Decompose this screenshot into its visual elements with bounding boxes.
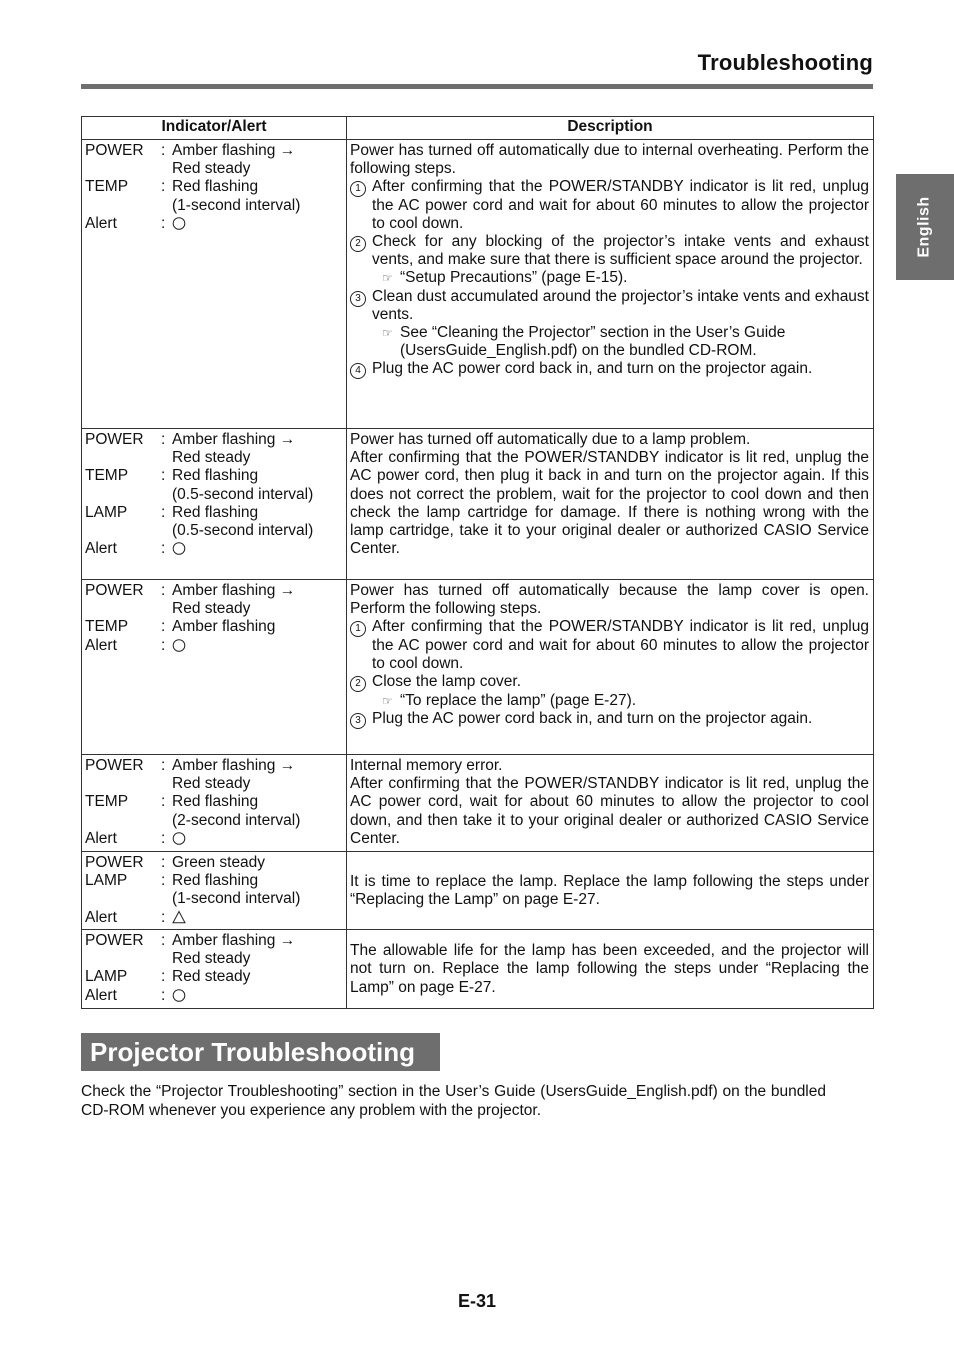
indicator-colon: :	[161, 854, 166, 871]
description-intro: Power has turned off automatically because the lamp cover is open. Perform the following steps.	[350, 582, 869, 618]
indicator-value: Amber flashing →	[172, 431, 296, 448]
indicator-colon: :	[161, 540, 166, 558]
step-number: 1	[350, 621, 366, 637]
description-step	[350, 233, 869, 269]
indicator-colon: :	[161, 908, 166, 926]
indicator-line	[85, 486, 342, 504]
description-intro: Power has turned off automatically due to internal overheating. Perform the following steps.	[350, 142, 869, 178]
indicator-value: Red steady	[172, 950, 251, 968]
alert-circle-icon	[172, 540, 342, 558]
indicator-label: Alert	[85, 829, 117, 847]
indicator-label: POWER	[85, 757, 144, 774]
step-number-icon	[350, 233, 372, 269]
indicator-value: Amber flashing →	[172, 582, 296, 599]
description-paragraph: The allowable life for the lamp has been exceeded, and the projector will not turn on. Replace the lamp following the steps under “Replacing the Lamp” on page E-27.	[350, 942, 869, 996]
indicator-value: (2-second interval)	[172, 811, 301, 829]
description-step	[350, 360, 869, 379]
indicator-line	[85, 987, 342, 1005]
indicator-line	[85, 637, 342, 655]
indicator-colon: :	[161, 793, 166, 811]
indicator-label: TEMP	[85, 618, 129, 636]
indicator-value: Amber flashing →	[172, 142, 296, 159]
page-header-title: Troubleshooting	[697, 50, 873, 75]
language-tab	[896, 174, 954, 280]
indicator-value: Amber flashing	[172, 618, 276, 636]
indicator-line	[85, 600, 342, 618]
indicator-cell	[82, 930, 347, 1009]
troubleshooting-table	[81, 116, 874, 1009]
indicator-colon: :	[161, 142, 166, 159]
step-reference	[350, 692, 869, 710]
indicator-label: POWER	[85, 431, 144, 448]
step-text: After confirming that the POWER/STANDBY indicator is lit red, unplug the AC power cord and wait for about 60 minutes to allow the projector to cool down.	[372, 618, 869, 672]
alert-circle-icon	[172, 637, 342, 655]
indicator-value: (1-second interval)	[172, 890, 301, 908]
indicator-line	[85, 178, 342, 196]
step-number: 3	[350, 291, 366, 307]
indicator-line	[85, 793, 342, 811]
alert-circle-icon	[172, 987, 342, 1005]
table-row	[82, 429, 874, 580]
indicator-line	[85, 431, 342, 449]
indicator-value: (0.5-second interval)	[172, 485, 314, 503]
step-number-icon	[350, 710, 372, 729]
indicator-line	[85, 890, 342, 908]
description-cell	[347, 852, 874, 930]
indicator-line	[85, 160, 342, 178]
table-row	[82, 930, 874, 1009]
indicator-line	[85, 449, 342, 467]
step-text: Close the lamp cover.	[372, 673, 522, 691]
description-step	[350, 178, 869, 233]
indicator-line	[85, 830, 342, 848]
indicator-line	[85, 215, 342, 233]
column-header-description: Description	[347, 117, 874, 140]
indicator-label: Alert	[85, 636, 117, 654]
indicator-label: TEMP	[85, 467, 129, 485]
step-number: 1	[350, 181, 366, 197]
step-number: 2	[350, 236, 366, 252]
step-text: Plug the AC power cord back in, and turn on the projector again.	[372, 710, 813, 728]
step-text: After confirming that the POWER/STANDBY indicator is lit red, unplug the AC power cord and wait for about 60 minutes to allow the projector to cool down.	[372, 178, 869, 232]
header-rule	[81, 84, 873, 89]
description-paragraph: After confirming that the POWER/STANDBY indicator is lit red, unplug the AC power cord, wait for about 60 minutes to allow the projector to cool down, and then take it to your original dealer or authorized CASIO Service Center.	[350, 775, 869, 847]
table-row	[82, 852, 874, 930]
indicator-value: Amber flashing →	[172, 932, 296, 949]
indicator-label: LAMP	[85, 503, 128, 521]
indicator-colon: :	[161, 932, 166, 949]
indicator-label: LAMP	[85, 872, 128, 890]
indicator-cell	[82, 852, 347, 930]
indicator-colon: :	[161, 986, 166, 1004]
indicator-label: POWER	[85, 932, 144, 949]
indicator-colon: :	[161, 467, 166, 485]
indicator-line	[85, 950, 342, 968]
indicator-value: Red flashing	[172, 503, 259, 521]
indicator-value: Red flashing	[172, 178, 259, 196]
indicator-colon: :	[161, 872, 166, 890]
description-paragraph: It is time to replace the lamp. Replace the lamp following the steps under “Replacing the Lamp” on page E-27.	[350, 872, 869, 908]
description-cell	[347, 755, 874, 852]
description-step	[350, 618, 869, 673]
description-cell	[347, 930, 874, 1009]
indicator-label: Alert	[85, 214, 117, 232]
section-body-text: Check the “Projector Troubleshooting” section in the User’s Guide (UsersGuide_English.pdf) on the bundled CD-ROM whenever you experience any problem with the projector.	[81, 1083, 826, 1119]
step-number-icon	[350, 618, 372, 673]
step-number: 4	[350, 363, 366, 379]
indicator-line	[85, 968, 342, 986]
step-number-icon	[350, 288, 372, 324]
indicator-colon: :	[161, 636, 166, 654]
step-text: Check for any blocking of the projector’s intake vents and exhaust vents, and make sure that there is sufficient space around the projector.	[372, 233, 869, 269]
indicator-colon: :	[161, 214, 166, 232]
indicator-colon: :	[161, 829, 166, 847]
indicator-line	[85, 854, 342, 872]
description-paragraph: After confirming that the POWER/STANDBY indicator is lit red, unplug the AC power cord, then plug it back in and turn on the projector again. If this does not correct the problem, wait for the projector to cool down and then check the lamp cartridge for damage. If there is nothing wrong with the lamp cartridge, take it to your original dealer or authorized CASIO Service Center.	[350, 449, 869, 558]
description-step	[350, 710, 869, 729]
indicator-colon: :	[161, 431, 166, 448]
table-row	[82, 755, 874, 852]
indicator-value: Red steady	[172, 775, 251, 793]
indicator-value: Red steady	[172, 600, 251, 618]
indicator-colon: :	[161, 968, 166, 986]
indicator-value: Red steady	[172, 160, 251, 178]
indicator-line	[85, 909, 342, 927]
column-header-indicator: Indicator/Alert	[82, 117, 347, 140]
pointing-hand-icon: ☞	[382, 326, 393, 341]
indicator-label: Alert	[85, 540, 117, 558]
indicator-line	[85, 504, 342, 522]
step-reference	[350, 269, 869, 287]
step-number-icon	[350, 673, 372, 692]
pointing-hand-icon: ☞	[382, 694, 393, 709]
table-row	[82, 140, 874, 429]
description-paragraph: Internal memory error.	[350, 757, 503, 774]
description-cell	[347, 580, 874, 755]
indicator-value: Red steady	[172, 968, 251, 986]
alert-circle-icon	[172, 830, 342, 848]
description-cell	[347, 429, 874, 580]
indicator-cell	[82, 140, 347, 429]
indicator-line	[85, 522, 342, 540]
indicator-colon: :	[161, 582, 166, 599]
indicator-value: (1-second interval)	[172, 196, 301, 214]
step-text: Clean dust accumulated around the projector’s intake vents and exhaust vents.	[372, 287, 869, 323]
language-tab-label: English	[916, 196, 933, 258]
indicator-line	[85, 775, 342, 793]
alert-circle-icon	[172, 215, 342, 233]
alert-triangle-icon	[172, 909, 342, 927]
indicator-value: Red flashing	[172, 872, 259, 890]
indicator-label: Alert	[85, 986, 117, 1004]
indicator-line	[85, 467, 342, 485]
step-number-icon	[350, 360, 372, 379]
table-row	[82, 580, 874, 755]
indicator-value: Red flashing	[172, 793, 259, 811]
reference-text: See “Cleaning the Projector” section in the User’s Guide (UsersGuide_English.pdf) on the bundled CD-ROM.	[400, 324, 786, 360]
indicator-label: POWER	[85, 854, 144, 871]
pointing-hand-icon: ☞	[382, 271, 393, 286]
indicator-value: (0.5-second interval)	[172, 521, 314, 539]
indicator-colon: :	[161, 757, 166, 774]
indicator-line	[85, 582, 342, 600]
indicator-value: Red steady	[172, 449, 251, 467]
description-step	[350, 673, 869, 692]
step-reference	[350, 324, 869, 360]
indicator-line	[85, 540, 342, 558]
indicator-line	[85, 757, 342, 775]
indicator-line	[85, 197, 342, 215]
indicator-label: TEMP	[85, 793, 129, 811]
indicator-cell	[82, 755, 347, 852]
indicator-colon: :	[161, 618, 166, 636]
description-step	[350, 288, 869, 324]
indicator-line	[85, 142, 342, 160]
description-paragraph: Power has turned off automatically due to a lamp problem.	[350, 431, 751, 448]
step-number: 3	[350, 713, 366, 729]
reference-text: “Setup Precautions” (page E-15).	[400, 269, 628, 287]
indicator-value: Amber flashing →	[172, 757, 296, 774]
indicator-cell	[82, 580, 347, 755]
indicator-colon: :	[161, 178, 166, 196]
indicator-label: LAMP	[85, 968, 128, 986]
indicator-value: Green steady	[172, 854, 266, 871]
indicator-label: POWER	[85, 582, 144, 599]
indicator-line	[85, 618, 342, 636]
indicator-line	[85, 932, 342, 950]
page-number: E-31	[457, 1291, 497, 1311]
indicator-colon: :	[161, 503, 166, 521]
reference-text: “To replace the lamp” (page E-27).	[400, 692, 637, 710]
table-body	[82, 140, 874, 1009]
indicator-label: POWER	[85, 142, 144, 159]
step-text: Plug the AC power cord back in, and turn on the projector again.	[372, 360, 813, 378]
step-number-icon	[350, 178, 372, 233]
description-cell	[347, 140, 874, 429]
table-header-row	[82, 117, 874, 140]
indicator-line	[85, 812, 342, 830]
section-title: Projector Troubleshooting	[81, 1033, 440, 1071]
step-number: 2	[350, 676, 366, 692]
indicator-value: Red flashing	[172, 467, 259, 485]
indicator-label: Alert	[85, 908, 117, 926]
indicator-label: TEMP	[85, 178, 129, 196]
indicator-line	[85, 872, 342, 890]
indicator-cell	[82, 429, 347, 580]
